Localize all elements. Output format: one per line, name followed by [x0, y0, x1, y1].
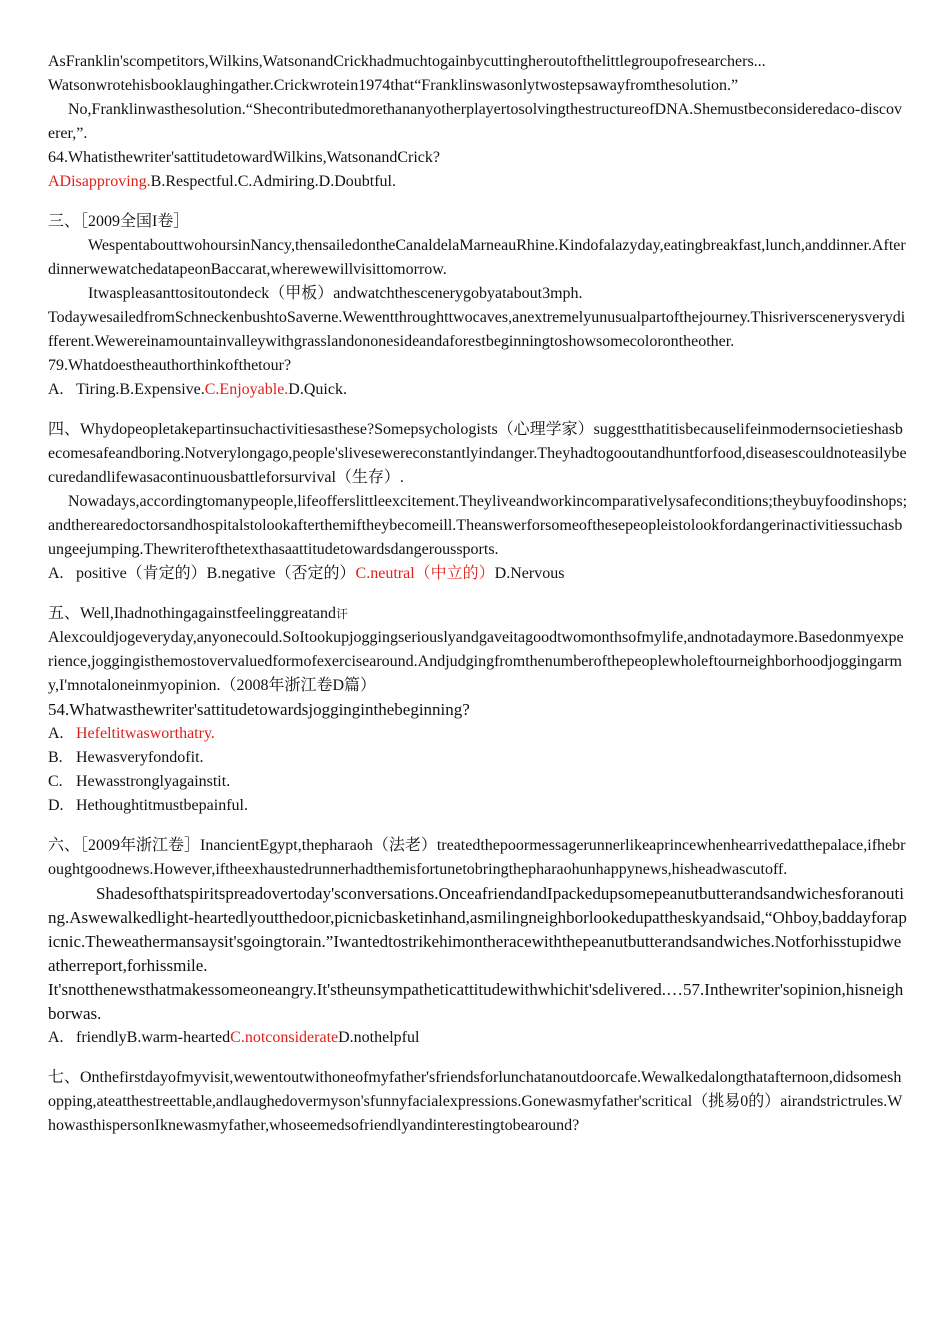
passage-paragraph: Itwaspleasanttositoutondeck（甲板）andwatchthescenerygobyatabout3mph.	[88, 285, 583, 302]
question-79: 79.Whatdoestheauthorthinkofthetour?	[48, 357, 292, 374]
passage-paragraph: Alexcouldjogeveryday,anyonecould.SoItookupjoggingseriouslyandgaveitagoodtwomonthsofmylife,andnotadaymore.Basedonmyexperience,joggingisthemostovervaluedformofexercisearound.Andjudgingfromthenumberofthepeoplewholeftourneighborhoodjoggingarmy,I'mnotaloneinmyopinion.（2008年浙江卷D篇）	[48, 629, 904, 694]
option-text: Tiring.B.Expensive.	[76, 381, 205, 398]
option-item	[48, 770, 908, 794]
option-item	[48, 746, 908, 770]
option-text: Hefeltitwasworthatry.	[76, 725, 215, 742]
option-text: Hethoughtitmustbepainful.	[76, 797, 248, 814]
option-text: friendlyB.warm-hearted	[76, 1029, 231, 1046]
question-64: 64.Whatisthewriter'sattitudetowardWilkins,WatsonandCrick?	[48, 149, 440, 166]
passage-line: No,Franklinwasthesolution.“ShecontributedmorethananyotherplayertosolvingthestructureofDNA.Shemustbeconsideredaco-discoverer,”.	[48, 101, 903, 142]
option-text: D.Quick.	[288, 381, 347, 398]
passage-paragraph	[48, 602, 908, 626]
option-label: A.	[48, 725, 64, 742]
correct-answer: C.neutral（中立的）	[355, 565, 495, 582]
answer-options-57	[48, 1026, 908, 1050]
answer-options	[48, 562, 908, 586]
passage-text: 五、Well,Ihadnothingagainstfeelinggreatand	[48, 605, 336, 622]
option-text: D.nothelpful	[338, 1029, 420, 1046]
passage-paragraph: WespentabouttwohoursinNancy,thensailedontheCanaldelaMarneauRhine.Kindofalazyday,eatingbreakfast,lunch,anddinner.AfterdinnerwewatchedatapeonBaccarat,wherewewillvisittomorrow.	[48, 237, 906, 278]
answer-options-64	[48, 170, 908, 194]
other-options: B.Respectful.C.Admiring.D.Doubtful.	[150, 173, 396, 190]
option-text: Hewasveryfondofit.	[76, 749, 204, 766]
option-label: A.	[48, 1029, 64, 1046]
passage-paragraph: 六、［2009年浙江卷］InancientEgypt,thepharaoh（法老）treatedthepoormessagerunnerlikeaprincewhenhearrivedatthepalace,ifhebroughtgoodnews.However,iftheexhaustedrunnerhadthemisfortunetobringthepharaohunhappynews,hisheadwascutoff.	[48, 837, 906, 878]
passage-line: AsFranklin'scompetitors,Wilkins,WatsonandCrickhadmuchtogainbycuttingheroutofthelittlegroupofresearchers...	[48, 53, 766, 70]
document-page	[48, 50, 908, 1138]
answer-options-79	[48, 378, 908, 402]
option-label: B.	[48, 749, 63, 766]
option-label: A.	[48, 565, 64, 582]
passage-paragraph: Nowadays,accordingtomanypeople,lifeofferslittleexcitement.Theyliveandworkincomparativelysafeconditions;theybuyfoodinshops;andtherearedoctorsandhospitalstolookafterthemiftheybecomeill.Theanswerforsomeofthesepeopleistolookfordangerinactivitiessuchasbungeejumping.Thewriterofthetexthasaattitudetowardsdangeroussports.	[48, 493, 908, 558]
option-label: A.	[48, 381, 64, 398]
passage-paragraph: It'snotthenewsthatmakessomeoneangry.It'stheunsympatheticattitudewithwhichit'sdelivered.…57.Inthewriter'sopinion,hisneighborwas.	[48, 980, 904, 1023]
passage-paragraph: Shadesofthatspiritspreadovertoday'sconversations.OnceafriendandIpackedupsomepeanutbutterandsandwichesforanouting.Aswewalkedlight-heartedlyoutthedoor,picnicbasketinhand,asmilingneighborlookedupattheskyandsaid,“Ohboy,baddayforapicnic.Theweathermansaysit'sgoingtorain.”Iwantedtostrikehimontheracewiththepeanutbutterandsandwiches.Notforhisstupidweatherreport,forhissmile.	[48, 884, 907, 975]
stray-character: 讦	[335, 607, 348, 621]
option-item	[48, 722, 908, 746]
correct-answer: C.Enjoyable.	[204, 381, 289, 398]
option-text: Hewasstronglyagainstit.	[76, 773, 231, 790]
passage-paragraph: 七、Onthefirstdayofmyvisit,wewentoutwithoneofmyfather'sfriendsforlunchatanoutdoorcafe.Wewalkedalongthatafternoon,didsomeshopping,ateatthestreettable,andlaughedovermyson'sfunnyfacialexpressions.Gonewasmyfather'scritical（挑易0的）airandstrictrules.WhowasthispersonIknewasmyfather,whoseemedsofriendlyandinterestingtobearound?	[48, 1069, 903, 1134]
question-54: 54.Whatwasthewriter'sattitudetowardsjogginginthebeginning?	[48, 700, 470, 719]
option-item	[48, 794, 908, 818]
option-label: D.	[48, 797, 64, 814]
passage-line: Watsonwrotehisbooklaughingather.Crickwrotein1974that“Franklinswasonlytwostepsawayfromthesolution.”	[48, 77, 739, 94]
answer-options-54	[48, 722, 908, 818]
section-heading: 三、［2009全国I卷］	[48, 213, 190, 230]
passage-paragraph: 四、Whydopeopletakepartinsuchactivitiesasthese?Somepsychologists（心理学家）suggestthatitisbecauselifeinmodernsocietieshasbecomesafeandboring.Notverylongago,people'slivesewereconstantlyindanger.Theyhadtogooutandhuntforfood,diseasescouldnoteasilybecuredandlifewasacontinuousbattleforsurvival（生存）.	[48, 421, 907, 486]
option-text: D.Nervous	[494, 565, 565, 582]
correct-answer: ADisapproving.	[48, 173, 151, 190]
option-label: C.	[48, 773, 63, 790]
passage-paragraph: TodaywesailedfromSchneckenbushtoSaverne.Wewentthroughttwocaves,anextremelyunusualpartofthejourney.Thisriverscenerysverydifferent.Wewereinamountainvalleywithgrasslandononesideandaforestbeginningtoshowsomecolorontheother.	[48, 309, 906, 350]
correct-answer: C.notconsiderate	[230, 1029, 339, 1046]
option-text: positive（肯定的）B.negative（否定的）	[76, 565, 356, 582]
